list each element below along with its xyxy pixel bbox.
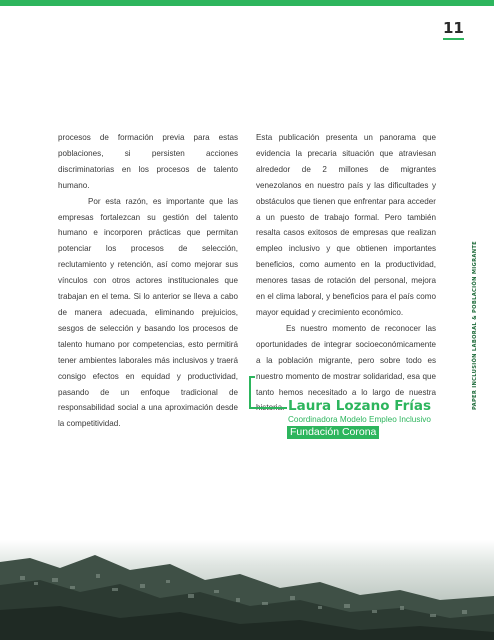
signature-name: Laura Lozano Frías xyxy=(288,398,432,414)
paragraph: Esta publicación presenta un panorama que evidencia la precaria situación que atraviesan alrededor de 2 millones de migrantes venezolanos en nuestro país y las dificultades y obstáculos que tienen que enfrentar para acceder a un puesto de trabajo formal. Pero también resalta casos exitosos de empresas que realizan empleo inclusivo y que obtienen importantes beneficios, como aumento en la productividad, menores tasas de rotación del personal, mejora en el clima laboral, y beneficios para el país como mayor equidad y crecimiento económico. xyxy=(256,133,436,317)
signature-organization: Fundación Corona xyxy=(287,426,379,439)
paragraph: Es nuestro momento de reconocer las oportunidades de integrar socioeconómicamente a la población migrante, pero sobre todo es nuestro momento de mostrar solidaridad, esa que tanto hemos necesitado a lo largo de nuestra xyxy=(256,323,436,397)
vertical-section-label: PAPER INCLUSIÓN LABORAL & POBLACIÓN MIGRANTE xyxy=(472,240,478,410)
paragraph: procesos de formación previa para estas poblaciones, si persisten acciones discriminatorias en los procesos de talento humano. xyxy=(58,133,238,190)
left-text-column xyxy=(58,130,238,432)
hillside-city-image xyxy=(0,540,494,640)
signature-bracket-horizontal xyxy=(249,407,287,409)
signature-bracket-vertical xyxy=(249,376,251,409)
footer-landscape-photo xyxy=(0,540,494,640)
signature-role: Coordinadora Modelo Empleo Inclusivo xyxy=(288,415,431,424)
right-text-column xyxy=(256,130,436,416)
top-accent-bar xyxy=(0,0,494,6)
page-number: 11 xyxy=(443,20,464,40)
paragraph: Por esta razón, es importante que las empresas fortalezcan su gestión del talento humano e incorporen prácticas que permitan potenciar los procesos de selección, reclutamiento y retención, así como mejorar sus vínculos con otros actores institucionales que trabajan en el tema. Si lo anterior se lleva a cabo de manera adecuada, eliminando prejuicios, sesgos de selección y basando los procesos de talento humano por competencias, esto permitirá tener ambientes laborales más inclusivos y traerá consigo efectos en equidad y productividad, pasando de un enfoque tradicional de responsabilidad social a una aproximación desde la competitividad. xyxy=(58,196,238,429)
